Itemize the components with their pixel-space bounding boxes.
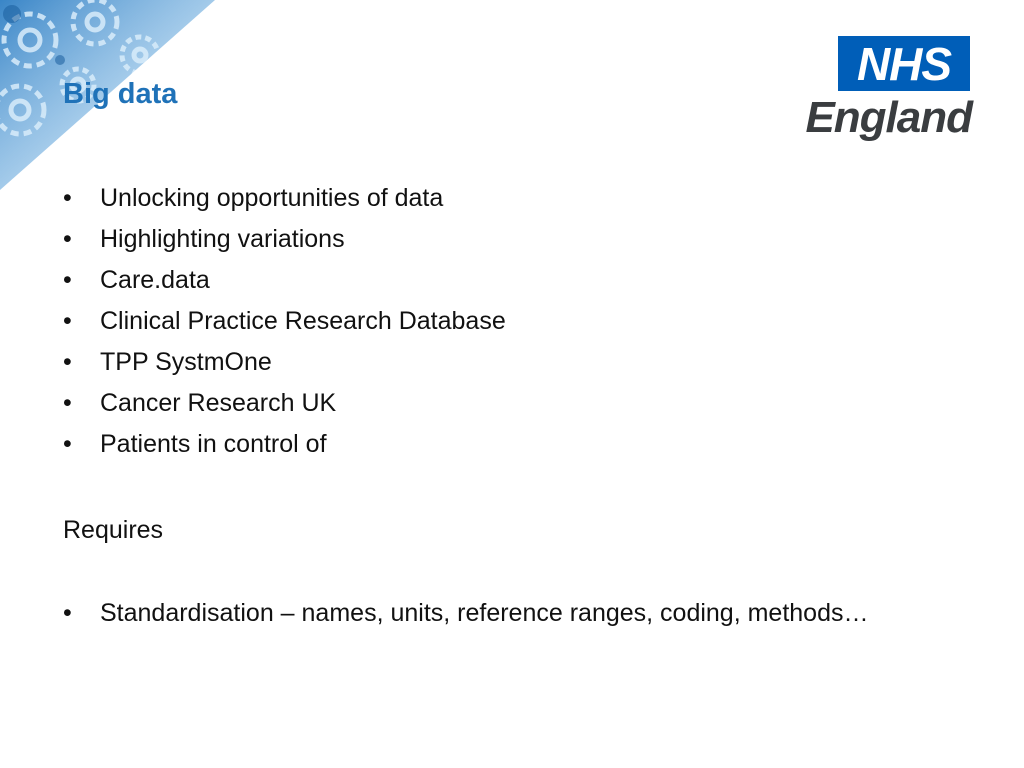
- bullet-marker: •: [63, 307, 72, 335]
- bullet-text: Standardisation – names, units, reference ranges, coding, methods…: [100, 599, 869, 627]
- bullet-text: Patients in control of: [100, 430, 327, 458]
- bullet-list: [63, 184, 963, 471]
- bullet-item: [63, 266, 963, 295]
- slide-title: Big data: [63, 78, 178, 110]
- bullet-marker: •: [63, 225, 72, 253]
- bullet-item: [63, 307, 963, 336]
- bullet-marker: •: [63, 430, 72, 458]
- nhs-england-logo: [798, 36, 974, 148]
- england-logo-text: England: [805, 93, 972, 142]
- bullet-text: Cancer Research UK: [100, 389, 337, 417]
- requires-bullet-list: [63, 595, 903, 631]
- bullet-text: Care.data: [100, 266, 210, 294]
- bullet-text: Clinical Practice Research Database: [100, 307, 506, 335]
- bullet-marker: •: [63, 599, 72, 627]
- requires-label: Requires: [63, 516, 164, 544]
- nhs-logo-box: [838, 36, 970, 91]
- bullet-marker: •: [63, 266, 72, 294]
- bullet-item: [63, 225, 963, 254]
- bullet-marker: •: [63, 389, 72, 417]
- bullet-text: Highlighting variations: [100, 225, 345, 253]
- bullet-item: [63, 595, 903, 631]
- bullet-item: [63, 184, 963, 213]
- nhs-logo-text: NHS: [856, 37, 952, 90]
- bullet-marker: •: [63, 184, 72, 212]
- bullet-text: TPP SystmOne: [100, 348, 272, 376]
- bullet-item: [63, 389, 963, 418]
- bullet-marker: •: [63, 348, 72, 376]
- bullet-item: [63, 348, 963, 377]
- bullet-item: [63, 430, 963, 459]
- bullet-text: Unlocking opportunities of data: [100, 184, 444, 212]
